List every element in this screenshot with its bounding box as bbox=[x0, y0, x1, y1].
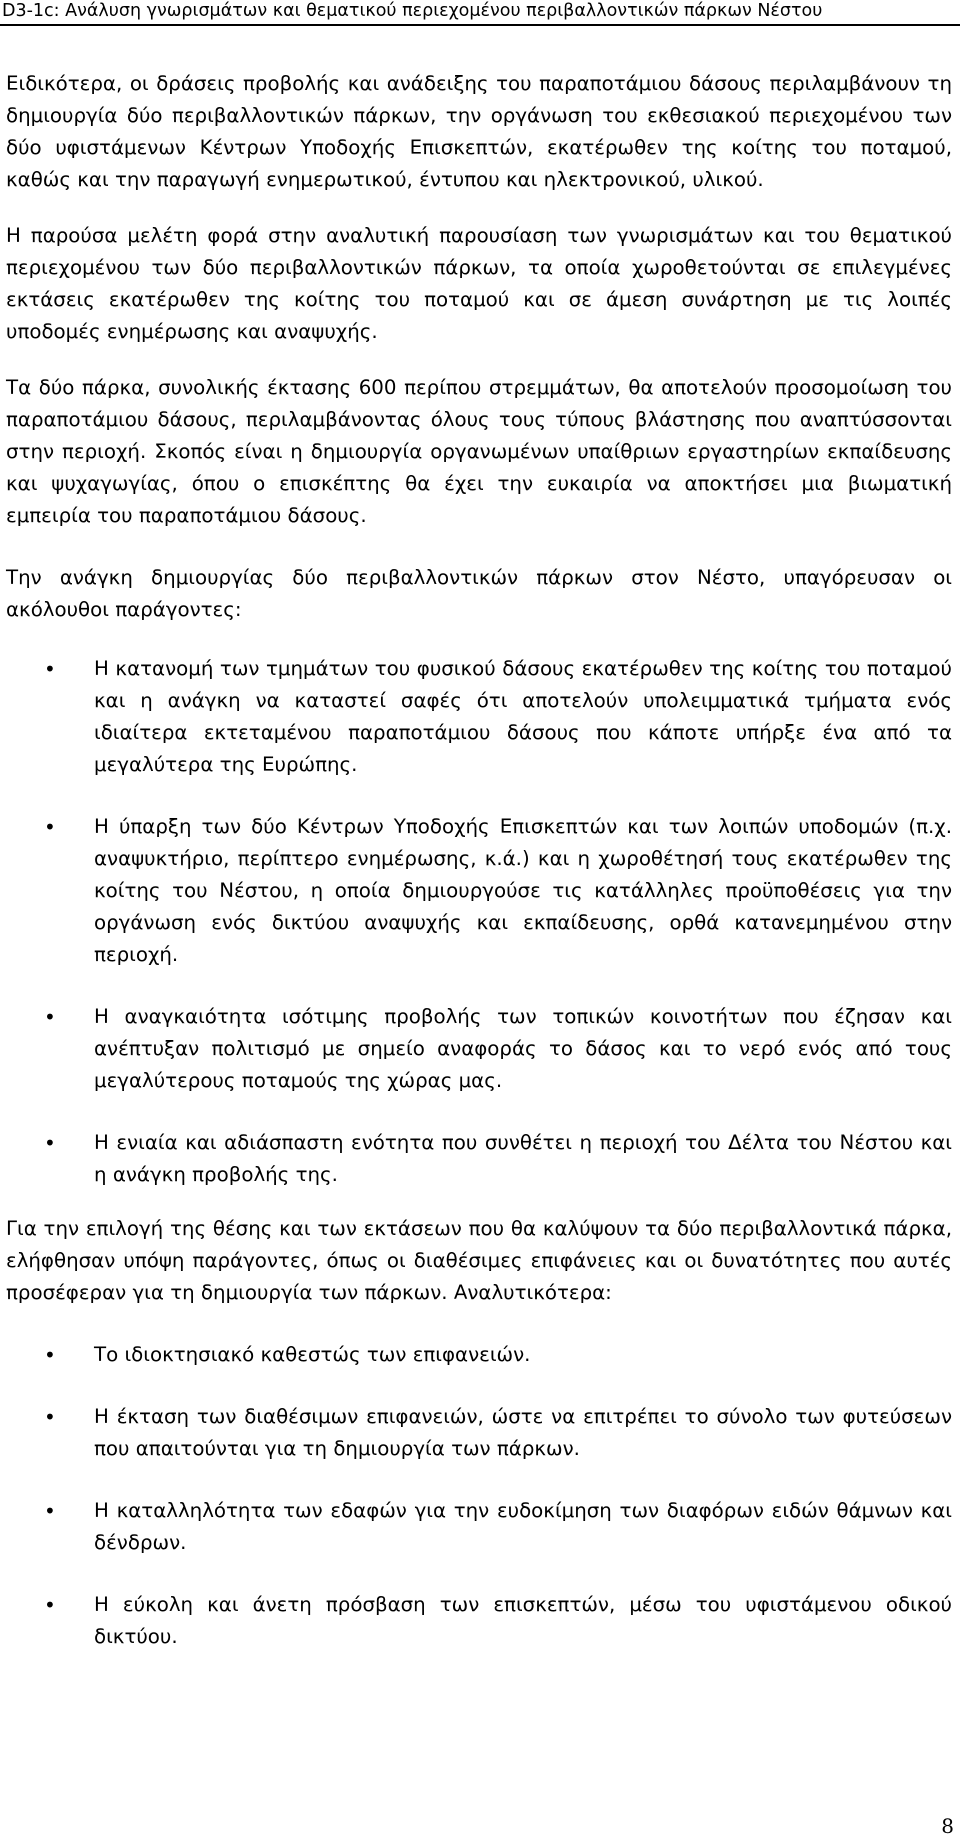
paragraph-4: Την ανάγκη δημιουργίας δύο περιβαλλοντικών πάρκων στον Νέστο, υπαγόρευσαν οι ακόλουθοι παράγοντες: bbox=[6, 566, 952, 621]
header-title: D3-1c: Ανάλυση γνωρισμάτων και θεματικού περιεχομένου περιβαλλοντικών πάρκων Νέστου bbox=[2, 1, 823, 21]
paragraph-1: Ειδικότερα, οι δράσεις προβολής και ανάδειξης του παραποτάμιου δάσους περιλαμβάνουν τη δημιουργία δύο περιβαλλοντικών πάρκων, την οργάνωση του εκθεσιακού περιεχομένου των δύο υφιστάμενων Κέντρων Υποδοχής Επισκεπτών, εκατέρωθεν της κοίτης του ποταμού, καθώς και την παραγωγή ενημερωτικού, έντυπου και ηλεκτρονικού, υλικού. bbox=[6, 72, 952, 191]
criteria-list bbox=[6, 1339, 952, 1653]
list-item: • Η εύκολη και άνετη πρόσβαση των επισκεπτών, μέσω του υφιστάμενου οδικού δικτύου. bbox=[6, 1589, 952, 1653]
header-rule bbox=[0, 24, 960, 26]
bullet-icon: • bbox=[44, 1405, 56, 1429]
bullet-icon: • bbox=[44, 1499, 56, 1523]
paragraph-2: Η παρούσα μελέτη φορά στην αναλυτική παρουσίαση των γνωρισμάτων και του θεματικού περιεχομένου των δύο περιβαλλοντικών πάρκων, τα οποία χωροθετούνται σε επιλεγμένες εκτάσεις εκατέρωθεν της κοίτης του ποταμού και σε άμεση συνάρτηση με τις λοιπές υποδομές ενημέρωσης και αναψυχής. bbox=[6, 224, 952, 343]
paragraph-5: Για την επιλογή της θέσης και των εκτάσεων που θα καλύψουν τα δύο περιβαλλοντικά πάρκα, ελήφθησαν υπόψη παράγοντες, όπως οι διαθέσιμες επιφάνειες και οι δυνατότητες που αυτές προσέφεραν για τη δημιουργία των πάρκων. Αναλυτικότερα: bbox=[6, 1217, 952, 1304]
list-item: • Η ενιαία και αδιάσπαστη ενότητα που συνθέτει η περιοχή του Δέλτα του Νέστου και η ανάγκη προβολής της. bbox=[6, 1127, 952, 1191]
bullet-icon: • bbox=[44, 815, 56, 839]
bullet-icon: • bbox=[44, 1131, 56, 1155]
bullet-icon: • bbox=[44, 1343, 56, 1367]
document-body bbox=[6, 68, 952, 1653]
list-item: • Το ιδιοκτησιακό καθεστώς των επιφανειών. bbox=[6, 1339, 952, 1371]
page-header bbox=[0, 0, 960, 26]
paragraph-3: Τα δύο πάρκα, συνολικής έκτασης 600 περίπου στρεμμάτων, θα αποτελούν προσομοίωση του παραποτάμιου δάσους, περιλαμβάνοντας όλους τους τύπους βλάστησης που αναπτύσσονται στην περιοχή. Σκοπός είναι η δημιουργία οργανωμένων υπαίθριων εργαστηρίων εκπαίδευσης και ψυχαγωγίας, όπου ο επισκέπτης θα έχει την ευκαιρία να αποκτήσει μια βιωματική εμπειρία του παραποτάμιου δάσους. bbox=[6, 376, 952, 527]
list-item: • Η έκταση των διαθέσιμων επιφανειών, ώστε να επιτρέπει το σύνολο των φυτεύσεων που απαιτούνται για τη δημιουργία των πάρκων. bbox=[6, 1401, 952, 1465]
list-item: • Η καταλληλότητα των εδαφών για την ευδοκίμηση των διαφόρων ειδών θάμνων και δένδρων. bbox=[6, 1495, 952, 1559]
bullet-icon: • bbox=[44, 1593, 56, 1617]
list-item: • Η κατανομή των τμημάτων του φυσικού δάσους εκατέρωθεν της κοίτης του ποταμού και η ανάγκη να καταστεί σαφές ότι αποτελούν υπολειμματικά τμήματα ενός ιδιαίτερα εκτεταμένου παραποτάμιου δάσους που κάποτε υπήρξε ένα από τα μεγαλύτερα της Ευρώπης. bbox=[6, 653, 952, 781]
list-item: • Η ύπαρξη των δύο Κέντρων Υποδοχής Επισκεπτών και των λοιπών υποδομών (π.χ. αναψυκτήριο, περίπτερο ενημέρωσης, κ.ά.) και η χωροθέτησή τους εκατέρωθεν της κοίτης του Νέστου, η οποία δημιουργούσε τις κατάλληλες προϋποθέσεις για την οργάνωση ενός δικτύου αναψυχής και εκπαίδευσης, ορθά κατανεμημένου στην περιοχή. bbox=[6, 811, 952, 971]
page-number: 8 bbox=[941, 1814, 954, 1838]
bullet-icon: • bbox=[44, 657, 56, 681]
factors-list bbox=[6, 653, 952, 1191]
list-item: • Η αναγκαιότητα ισότιμης προβολής των τοπικών κοινοτήτων που έζησαν και ανέπτυξαν πολιτισμό με σημείο αναφοράς το δάσος και το νερό ενός από τους μεγαλύτερους ποταμούς της χώρας μας. bbox=[6, 1001, 952, 1097]
bullet-icon: • bbox=[44, 1005, 56, 1029]
